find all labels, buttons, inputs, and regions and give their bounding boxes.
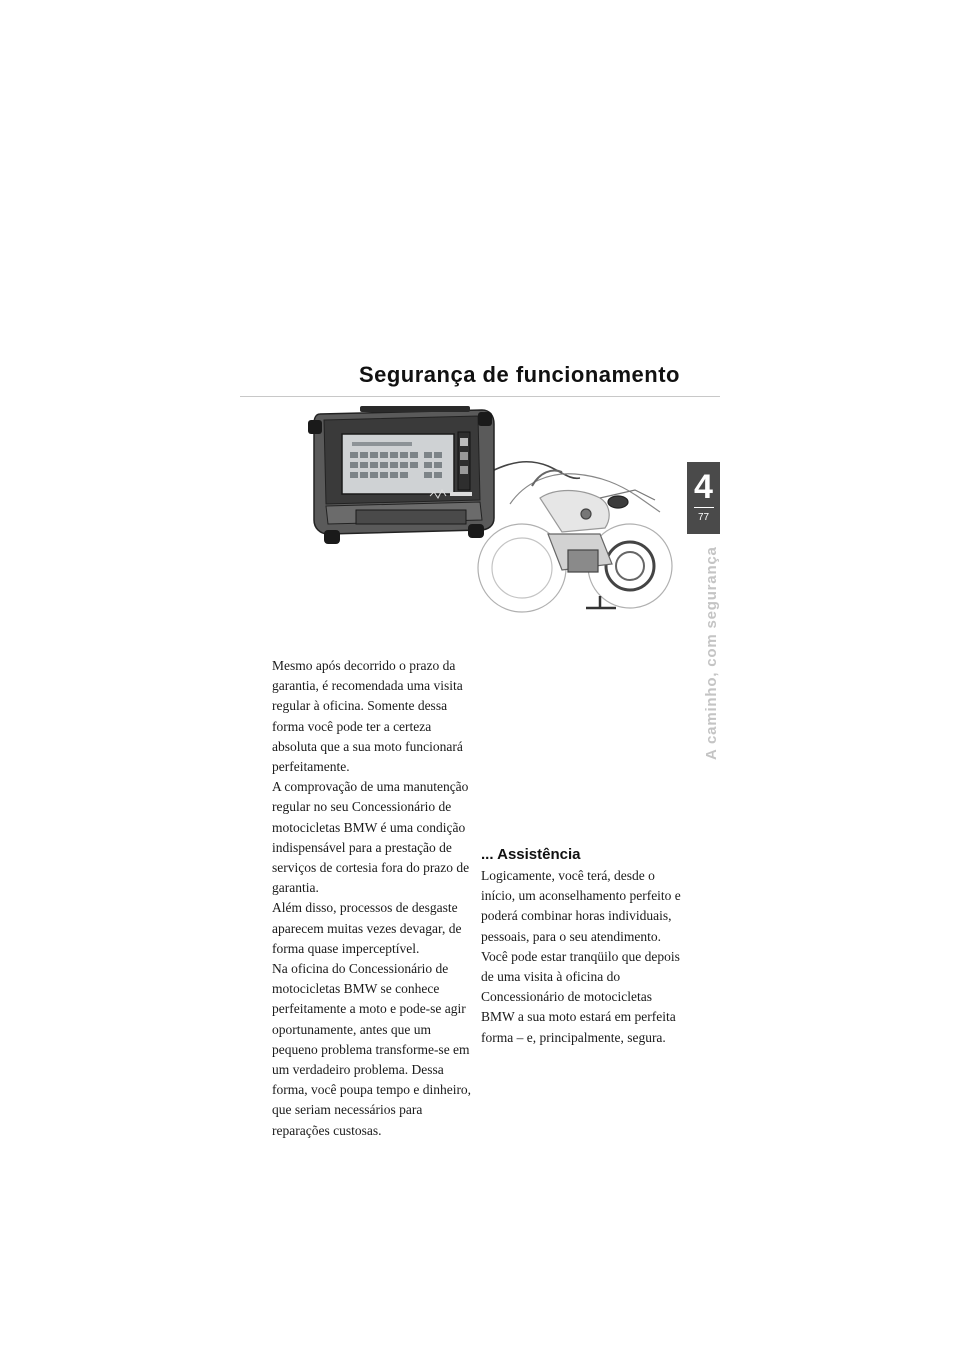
title-divider [240,396,720,397]
chapter-tab-divider [694,507,714,508]
section-heading: ... Assistência [481,846,581,863]
page-title: Segurança de funcionamento [358,362,680,387]
paragraph: A comprovação de uma manutenção regular no seu Concessionário de motocicletas BMW é uma condição indispensável para a prestação de serviços de cortesia fora do prazo de garantia. [272,779,470,896]
diagnostic-unit-and-motorcycle-icon [300,402,680,620]
paragraph: Logicamente, você terá, desde o início, um aconselhamento perfeito e poderá combinar horas individuais, pessoais, para o seu atendimento. Você pode estar tranqüilo que depois de uma visita à oficina do Concessionário de motocicletas BMW a sua moto estará em perfeita forma – e, principalmente, segura. [481,868,681,1045]
left-text-column [272,656,478,1141]
paragraph: Além disso, processos de desgaste aparecem muitas vezes devagar, de forma quase imperceptível. [272,900,462,956]
paragraph: Mesmo após decorrido o prazo da garantia, é recomendada uma visita regular à oficina. Somente dessa forma você pode ter a certeza absoluta que a sua moto funcionará perfeitamente. [272,658,463,775]
chapter-tab [687,462,720,534]
paragraph: Na oficina do Concessionário de motocicletas BMW se conhece perfeitamente a moto e pode-se agir oportunamente, antes que um pequeno problema transforme-se em um verdadeiro problema. Dessa forma, você poupa tempo e dinheiro, que seriam necessários para reparações custosas. [272,961,472,1138]
side-chapter-label: A caminho, com segurança [703,546,720,760]
page-number: 77 [697,512,710,523]
right-text-column [481,846,687,1048]
chapter-number: 4 [694,468,713,506]
